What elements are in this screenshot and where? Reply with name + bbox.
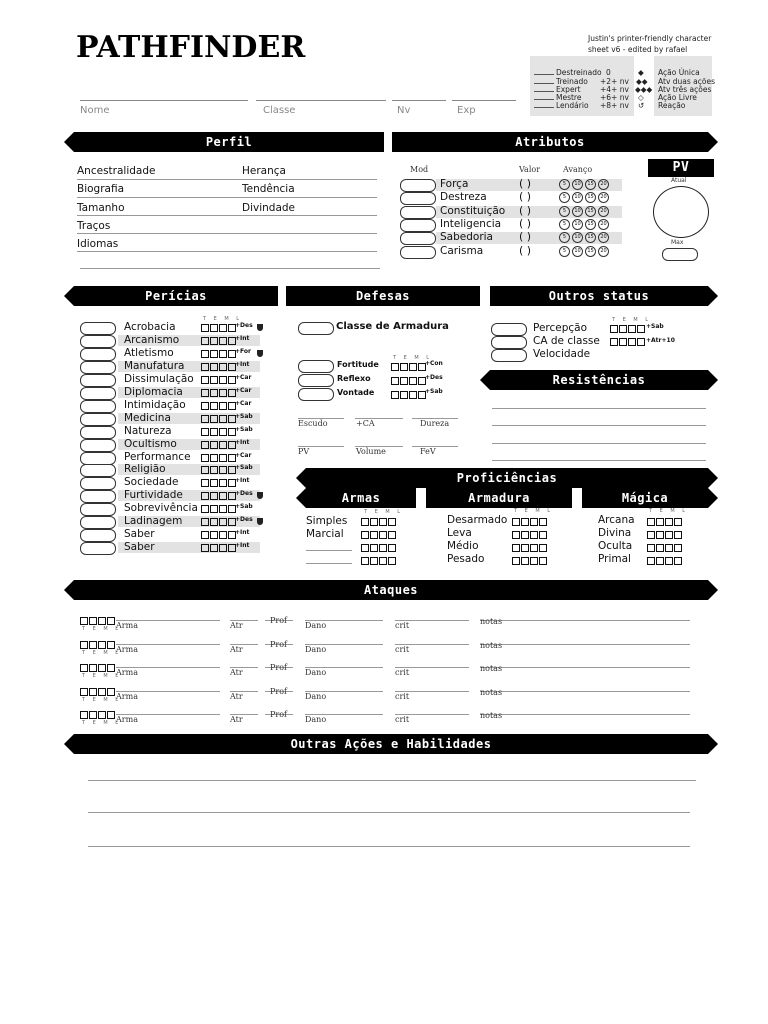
skill-name: Natureza [124, 424, 172, 437]
attr-value-field[interactable]: ( ) [519, 230, 532, 244]
attack-teml: T E M L [82, 720, 122, 726]
skill-mod-field[interactable] [80, 426, 116, 439]
attack-prof-boxes[interactable] [80, 641, 116, 649]
attack-label: notas [480, 664, 503, 673]
weapon-prof-boxes[interactable] [361, 531, 397, 539]
outras-banner: Outras Ações e Habilidades [74, 734, 708, 754]
skill-mod-field[interactable] [80, 413, 116, 426]
attack-label: Atr [230, 715, 243, 724]
attr-boost-circles[interactable]: 5 10 15 20 [559, 192, 611, 203]
attack-prof-boxes[interactable] [80, 617, 116, 625]
ac-label: Classe de Armadura [336, 321, 449, 332]
attr-name: Sabedoria [440, 231, 493, 244]
attack-label: notas [480, 687, 503, 697]
attack-label: notas [480, 711, 503, 720]
attack-teml: T E M L [82, 673, 122, 679]
attr-mod-field[interactable] [400, 232, 436, 245]
attack-field[interactable] [480, 644, 690, 645]
save-attr: +Sab [425, 388, 443, 395]
attr-boost-circles[interactable]: 5 10 15 20 [559, 219, 611, 230]
armadura-banner: Armadura [426, 488, 572, 508]
save-name: Vontade [337, 388, 375, 397]
skill-mod-field[interactable] [80, 477, 116, 490]
attr-boost-circles[interactable]: 5 10 15 20 [559, 232, 611, 243]
attack-teml: T E M L [82, 649, 122, 656]
skill-attr: +Sab [235, 464, 253, 472]
save-name: Reflexo [337, 374, 371, 383]
skill-prof-boxes[interactable] [201, 415, 237, 423]
magic-prof-boxes[interactable] [647, 557, 683, 565]
armor-penalty-icon [257, 350, 263, 357]
attack-label: notas [480, 617, 503, 626]
speed-label: Velocidade [533, 348, 591, 360]
rank-bonus: +6+ nv [600, 93, 629, 102]
skill-mod-field[interactable] [80, 322, 116, 335]
class-dc-field[interactable] [491, 336, 527, 349]
armor-prof-boxes[interactable] [512, 518, 548, 526]
level-field[interactable] [392, 100, 446, 101]
skill-name: Ocultismo [124, 437, 177, 450]
skill-mod-field[interactable] [80, 387, 116, 400]
perfil-heranca: Herança [242, 165, 286, 177]
skill-prof-boxes[interactable] [201, 479, 237, 487]
skill-prof-boxes[interactable] [201, 544, 237, 552]
weapon-prof-boxes[interactable] [361, 518, 397, 526]
action-label: Reação [658, 101, 686, 110]
pericias-banner: Perícias [74, 286, 278, 306]
save-field[interactable] [298, 388, 334, 401]
class-field[interactable] [256, 100, 386, 101]
pericias-teml: T E M L [203, 316, 243, 322]
attr-value-field[interactable]: ( ) [519, 203, 532, 217]
attr-value-field[interactable]: ( ) [519, 243, 532, 257]
skill-prof-boxes[interactable] [201, 337, 237, 345]
attack-label: crit [395, 668, 410, 677]
attr-boost-circles[interactable]: 5 10 15 20 [559, 206, 611, 217]
legend-box [530, 56, 715, 116]
skill-mod-field[interactable] [80, 400, 116, 413]
exp-field[interactable] [452, 100, 516, 101]
perfil-tracos: Traços [77, 220, 111, 232]
skill-prof-boxes[interactable] [201, 428, 237, 436]
attack-label: crit [395, 621, 410, 630]
armor-prof-label: Pesado [447, 553, 485, 565]
defesas-teml: T E M L [393, 355, 433, 361]
attr-name: Destreza [440, 191, 487, 204]
skill-name: Dissimulação [124, 372, 194, 385]
notes-line[interactable] [88, 846, 690, 847]
skill-name: Manufatura [124, 359, 185, 372]
attack-label: Prof [270, 616, 287, 625]
shield-hp-label: PV [298, 447, 310, 456]
perfil-ancestralidade: Ancestralidade [77, 165, 156, 177]
magica-teml: T E M L [649, 508, 689, 514]
perfil-tamanho: Tamanho [77, 202, 125, 214]
armor-penalty-icon [257, 518, 263, 525]
save-attr: +Des [425, 374, 443, 381]
rank-bonus: +8+ nv [600, 101, 629, 110]
action-label: Atv duas ações [658, 77, 715, 86]
skill-name: Saber [124, 528, 155, 541]
skill-mod-field[interactable] [80, 529, 116, 542]
perfil-biografia: Biografia [77, 183, 125, 195]
level-label: Nv [397, 105, 411, 116]
armas-teml: T E M L [364, 509, 404, 515]
magic-prof-label: Divina [598, 527, 632, 539]
skill-attr: +Int [235, 334, 250, 342]
skill-prof-boxes[interactable] [201, 531, 237, 539]
magic-prof-label: Oculta [598, 540, 633, 552]
skill-attr: +Car [235, 399, 252, 407]
skill-mod-field[interactable] [80, 542, 116, 555]
skill-attr: +Des [235, 322, 253, 329]
resistencias-banner: Resistências [490, 370, 708, 390]
skill-name: Arcanismo [124, 333, 180, 346]
armor-penalty-icon [257, 324, 263, 331]
skill-attr: +Car [235, 373, 252, 381]
action-label: Ação Livre [658, 93, 697, 102]
rank-bonus: +2+ nv [600, 77, 629, 86]
skill-name: Intimidação [124, 398, 186, 411]
attack-label: crit [395, 691, 410, 701]
magic-prof-boxes[interactable] [647, 544, 683, 552]
attack-label: Dano [305, 621, 327, 630]
attack-label: Dano [305, 644, 327, 654]
skill-prof-boxes[interactable] [201, 505, 237, 513]
attr-mod-field[interactable] [400, 179, 436, 192]
class-dc-attr: +Atr+10 [646, 337, 675, 344]
attr-mod-field[interactable] [400, 192, 436, 205]
armor-prof-boxes[interactable] [512, 544, 548, 552]
skill-mod-field[interactable] [80, 439, 116, 452]
save-field[interactable] [298, 374, 334, 387]
skill-name: Medicina [124, 411, 171, 424]
attack-label: Atr [230, 621, 243, 630]
perfil-idiomas: Idiomas [77, 238, 119, 250]
skill-mod-field[interactable] [80, 464, 116, 477]
magic-prof-boxes[interactable] [647, 518, 683, 526]
attack-label: Atr [230, 691, 243, 701]
perception-field[interactable] [491, 323, 527, 336]
skill-prof-boxes[interactable] [201, 454, 237, 462]
attack-field[interactable] [480, 714, 690, 715]
rank-label: Mestre [556, 93, 582, 102]
reaction-icon: ↺ [638, 101, 645, 110]
attack-label: Arma [116, 621, 138, 630]
attr-value-field[interactable]: ( ) [519, 177, 532, 190]
skill-attr: +Sab [235, 425, 253, 433]
attack-field[interactable] [480, 620, 690, 621]
perception-attr: +Sab [646, 323, 664, 330]
attack-prof-boxes[interactable] [80, 711, 116, 719]
skill-attr: +Car [235, 386, 252, 394]
attack-label: Prof [270, 639, 287, 649]
skill-mod-field[interactable] [80, 374, 116, 387]
skill-name: Acrobacia [124, 321, 176, 333]
class-dc-prof-boxes[interactable] [610, 338, 646, 346]
skill-attr: +Des [235, 490, 253, 498]
attack-label: Prof [270, 663, 287, 672]
action-label: Ação Única [658, 68, 700, 77]
attack-teml: T E M L [82, 696, 122, 703]
skill-name: Religião [124, 463, 166, 476]
class-dc-label: CA de classe [533, 335, 600, 347]
attr-mod-field[interactable] [400, 206, 436, 219]
skill-attr: +Car [235, 451, 252, 459]
skill-attr: +Sab [235, 503, 253, 511]
attr-name: Força [440, 178, 469, 190]
skill-name: Ladinagem [124, 515, 183, 528]
atributos-banner: Atributos [392, 132, 708, 152]
skill-prof-boxes[interactable] [201, 363, 237, 371]
skill-prof-boxes[interactable] [201, 441, 237, 449]
skill-mod-field[interactable] [80, 490, 116, 503]
attack-field[interactable] [480, 667, 690, 668]
save-field[interactable] [298, 360, 334, 373]
skill-mod-field[interactable] [80, 516, 116, 529]
skill-attr: +Int [235, 529, 250, 537]
skill-name: Saber [124, 541, 155, 554]
weapon-prof-label: Marcial [306, 528, 344, 540]
save-attr: +Con [425, 360, 443, 367]
rank-bonus: +4+ nv [600, 85, 629, 94]
attack-label: Prof [270, 686, 287, 696]
armor-prof-label: Desarmado [447, 514, 508, 526]
rank-label: Lendário [556, 101, 589, 110]
skill-name: Diplomacia [124, 385, 183, 398]
proficiencias-banner: Proficiências [306, 468, 708, 488]
save-name: Fortitude [337, 360, 379, 369]
save-prof-boxes[interactable] [391, 391, 427, 399]
name-label: Nome [80, 105, 110, 116]
skill-mod-field[interactable] [80, 348, 116, 361]
pathfinder-logo: PATHFINDER [76, 30, 306, 65]
attack-label: crit [395, 715, 410, 724]
skill-mod-field[interactable] [80, 503, 116, 516]
magic-prof-boxes[interactable] [647, 531, 683, 539]
attack-label: Dano [305, 715, 327, 724]
skill-prof-boxes[interactable] [201, 389, 237, 397]
attack-label: Dano [305, 691, 327, 701]
free-action-icon: ◇ [638, 93, 644, 102]
shield-ac-label: +CA [356, 419, 375, 428]
attack-label: crit [395, 644, 410, 654]
armor-prof-boxes[interactable] [512, 557, 548, 565]
armor-prof-label: Leva [447, 527, 472, 539]
armor-penalty-icon [257, 492, 263, 499]
shield-bulk-label: Volume [356, 447, 386, 456]
perception-label: Percepção [533, 322, 588, 334]
skill-mod-field[interactable] [80, 335, 116, 348]
outros-banner: Outros status [490, 286, 708, 306]
magic-prof-label: Arcana [598, 514, 635, 526]
ac-field[interactable] [298, 322, 334, 335]
skill-prof-boxes[interactable] [201, 492, 237, 500]
attr-name: Constituição [440, 204, 506, 217]
attack-label: notas [480, 640, 503, 650]
armas-banner: Armas [306, 488, 416, 508]
pv-max-label: Max [671, 239, 684, 246]
skill-prof-boxes[interactable] [201, 518, 237, 526]
skill-prof-boxes[interactable] [201, 402, 237, 410]
attack-prof-boxes[interactable] [80, 664, 116, 672]
valor-header: Valor [519, 165, 541, 174]
pv-max-field[interactable] [662, 248, 698, 261]
shield-label: Escudo [298, 419, 328, 428]
two-action-icon: ◆◆ [636, 77, 648, 86]
skill-name: Sobrevivência [124, 502, 198, 515]
attack-label: Arma [116, 691, 138, 701]
pv-current-field[interactable] [653, 186, 709, 238]
pv-atual-label: Atual [671, 177, 687, 184]
attr-mod-field[interactable] [400, 219, 436, 232]
attr-boost-circles[interactable]: 5 10 15 20 [559, 179, 611, 190]
skill-attr: +Des [235, 516, 253, 524]
rank-label: Treinado [556, 77, 588, 86]
skill-attr: +Sab [235, 412, 253, 420]
perception-prof-boxes[interactable] [610, 325, 646, 333]
skill-attr: +For [235, 347, 251, 355]
skill-attr: +Int [235, 477, 250, 485]
notes-line[interactable] [88, 812, 690, 813]
magica-banner: Mágica [582, 488, 708, 508]
attr-name: Carisma [440, 244, 484, 257]
skill-prof-boxes[interactable] [201, 466, 237, 474]
three-action-icon: ◆◆◆ [635, 85, 653, 94]
skill-mod-field[interactable] [80, 452, 116, 465]
attack-label: Atr [230, 644, 243, 654]
skill-mod-field[interactable] [80, 361, 116, 374]
weapon-prof-boxes[interactable] [361, 557, 397, 565]
name-field[interactable] [80, 100, 248, 101]
rank-label: Destreinado [556, 68, 602, 77]
outros-teml: T E M L [612, 317, 652, 323]
ataques-banner: Ataques [74, 580, 708, 600]
attr-mod-field[interactable] [400, 246, 436, 259]
attack-prof-boxes[interactable] [80, 688, 116, 696]
speed-field[interactable] [491, 349, 527, 362]
attr-value-field[interactable]: ( ) [519, 216, 532, 230]
skill-name: Performance [124, 450, 191, 463]
rank-bonus: 0 [606, 68, 611, 77]
perfil-banner: Perfil [74, 132, 384, 152]
attack-label: Arma [116, 715, 138, 724]
skill-name: Furtividade [124, 489, 183, 502]
attr-boost-circles[interactable]: 5 10 15 20 [559, 246, 611, 257]
attack-label: Prof [270, 710, 287, 719]
skill-prof-boxes[interactable] [201, 376, 237, 384]
shield-bt-label: FeV [420, 447, 436, 456]
armor-prof-boxes[interactable] [512, 531, 548, 539]
shield-hardness-label: Dureza [420, 419, 450, 428]
skill-attr: +Int [235, 360, 250, 368]
perfil-tendencia: Tendência [242, 183, 295, 195]
attack-label: Atr [230, 668, 243, 677]
mod-header: Mod [410, 165, 429, 174]
skill-prof-boxes[interactable] [201, 350, 237, 358]
attack-label: Dano [305, 668, 327, 677]
defesas-banner: Defesas [286, 286, 480, 306]
avanco-header: Avanço [563, 165, 593, 174]
attack-teml: T E M L [82, 626, 122, 632]
save-prof-boxes[interactable] [391, 377, 427, 385]
skill-attr: +Int [235, 542, 250, 550]
attr-name: Inteligencia [440, 217, 502, 230]
credit-text: Justin's printer-friendly character sheet v6 - edited by rafael [588, 34, 712, 54]
skill-prof-boxes[interactable] [201, 324, 237, 332]
skill-name: Atletismo [124, 346, 174, 359]
exp-label: Exp [457, 105, 476, 116]
armadura-teml: T E M L [514, 508, 554, 514]
attr-value-field[interactable]: ( ) [519, 190, 532, 204]
action-label: Atv três ações [658, 85, 712, 94]
notes-line[interactable] [88, 780, 696, 781]
armor-prof-label: Médio [447, 540, 479, 552]
weapon-prof-label: Simples [306, 515, 348, 527]
skill-name: Sociedade [124, 476, 179, 489]
rank-label: Expert [556, 85, 581, 94]
single-action-icon: ◆ [638, 68, 644, 77]
magic-prof-label: Primal [598, 553, 631, 565]
perfil-divindade: Divindade [242, 202, 296, 214]
skill-attr: +Int [235, 438, 250, 446]
class-label: Classe [263, 105, 296, 116]
save-prof-boxes[interactable] [391, 363, 427, 371]
attack-field[interactable] [480, 691, 690, 692]
pv-banner: PV [648, 159, 714, 177]
weapon-prof-boxes[interactable] [361, 544, 397, 552]
attack-label: Arma [116, 644, 138, 654]
attack-label: Arma [116, 668, 138, 677]
